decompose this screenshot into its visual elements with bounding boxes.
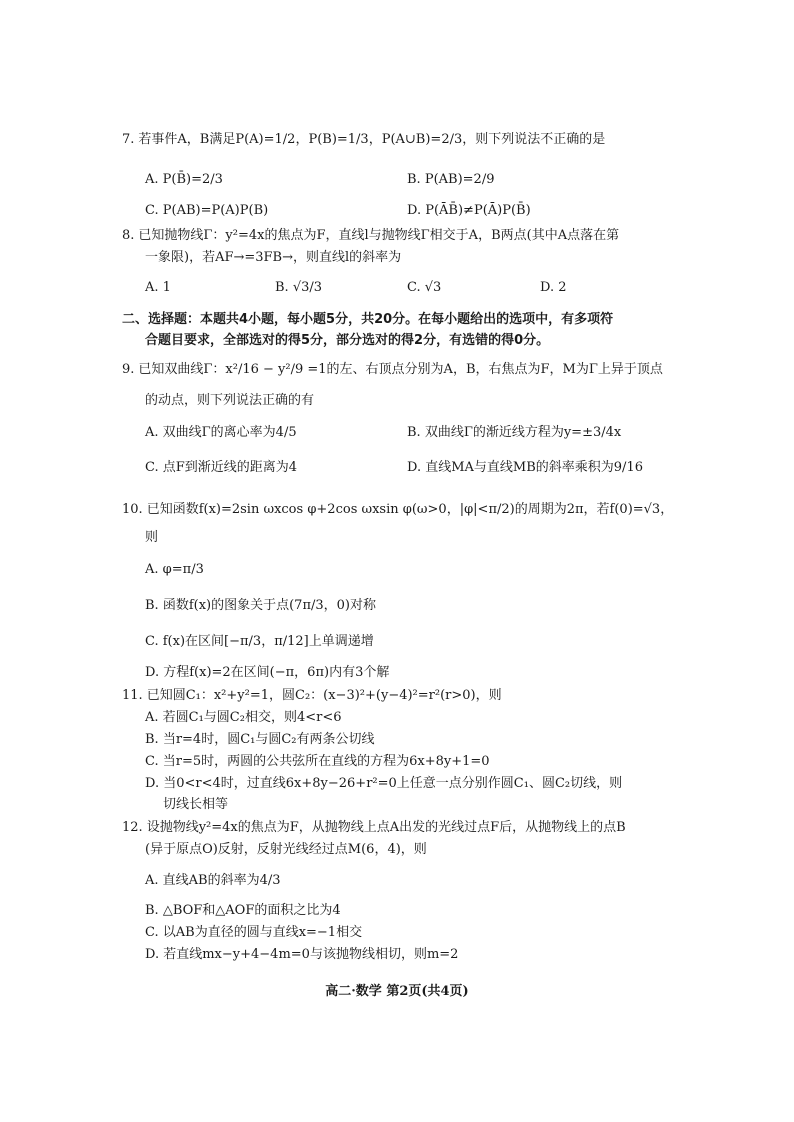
q11-option-d-line-1: D. 当0<r<4时，过直线6x+8y−26+r²=0上任意一点分别作圆C₁、圆C₂切线，则 xyxy=(145,776,623,791)
q8-number: 8. xyxy=(122,228,135,243)
q11-option-b: B. 当r=4时，圆C₁与圆C₂有两条公切线 xyxy=(145,732,375,747)
q9-number: 9. xyxy=(122,362,135,377)
q8-option-c: C. √3 xyxy=(407,280,442,295)
q7-option-d: D. P(ĀB̄)≠P(Ā)P(B̄) xyxy=(407,203,531,218)
q8-option-d: D. 2 xyxy=(540,280,567,295)
q7-stem xyxy=(122,132,605,148)
q8-stem-2: 一象限)，若AF→=3FB→，则直线l的斜率为 xyxy=(145,250,402,265)
q9-option-b: B. 双曲线Γ的渐近线方程为y=±3/4x xyxy=(407,425,622,440)
page-footer: 高二·数学 第2页(共4页) xyxy=(325,984,469,999)
q12-text-1: 设抛物线y²=4x的焦点为F，从抛物线上点A出发的光线过点F后，从抛物线上的点B xyxy=(146,820,626,835)
q8-text-1: 已知抛物线Γ：y²=4x的焦点为F，直线l与抛物线Γ相交于A，B两点(其中A点落在第 xyxy=(138,228,620,243)
q9-option-a: A. 双曲线Γ的离心率为4/5 xyxy=(145,425,297,440)
section-2-header-line-2: 合题目要求，全部选对的得5分，部分选对的得2分，有选错的得0分。 xyxy=(145,333,550,348)
q11-text: 已知圆C₁：x²+y²=1，圆C₂：(x−3)²+(y−4)²=r²(r>0)，则 xyxy=(146,688,502,703)
q8-option-a: A. 1 xyxy=(145,280,171,295)
q10-text-1: 已知函数f(x)=2sin ωxcos φ+2cos ωxsin φ(ω>0，|φ|<π/2)的周期为2π，若f(0)=√3， xyxy=(146,502,674,517)
q7-option-c: C. P(AB)=P(A)P(B) xyxy=(145,203,269,218)
q9-option-d: D. 直线MA与直线MB的斜率乘积为9/16 xyxy=(407,460,643,475)
q9-stem-1 xyxy=(122,362,663,378)
q8-stem-1 xyxy=(122,228,619,244)
q11-number: 11. xyxy=(122,688,143,703)
q10-stem-2: 则 xyxy=(145,530,159,545)
q12-stem-2: (异于原点O)反射，反射光线经过点M(6，4)，则 xyxy=(145,842,427,857)
q7-option-b: B. P(AB)=2/9 xyxy=(407,172,495,187)
q9-stem-2: 的动点，则下列说法正确的有 xyxy=(145,393,315,408)
q9-option-c: C. 点F到渐近线的距离为4 xyxy=(145,460,298,475)
q12-option-b: B. △BOF和△AOF的面积之比为4 xyxy=(145,903,341,918)
q10-stem-1 xyxy=(122,502,673,518)
q12-option-c: C. 以AB为直径的圆与直线x=−1相交 xyxy=(145,925,363,940)
q7-number: 7. xyxy=(122,132,135,147)
q12-option-d: D. 若直线mx−y+4−4m=0与该抛物线相切，则m=2 xyxy=(145,947,459,962)
q10-option-a: A. φ=π/3 xyxy=(145,562,204,577)
q9-text-1: 已知双曲线Γ：x²/16 − y²/9 =1的左、右顶点分别为A，B，右焦点为F，M为Γ上异于顶点 xyxy=(138,362,663,377)
q10-option-d: D. 方程f(x)=2在区间(−π，6π)内有3个解 xyxy=(145,665,390,680)
q8-option-b: B. √3/3 xyxy=(275,280,323,295)
q12-number: 12. xyxy=(122,820,143,835)
q10-option-c: C. f(x)在区间[−π/3，π/12]上单调递增 xyxy=(145,634,374,649)
q10-option-b: B. 函数f(x)的图象关于点(7π/3，0)对称 xyxy=(145,598,376,613)
q11-option-c: C. 当r=5时，两圆的公共弦所在直线的方程为6x+8y+1=0 xyxy=(145,754,490,769)
q11-stem xyxy=(122,688,502,704)
q12-stem-1 xyxy=(122,820,626,836)
q12-option-a: A. 直线AB的斜率为4/3 xyxy=(145,873,281,888)
q10-number: 10. xyxy=(122,502,143,517)
q7-option-a: A. P(B̄)=2/3 xyxy=(145,172,223,187)
section-2-header-line-1: 二、选择题：本题共4小题，每小题5分，共20分。在每小题给出的选项中，有多项符 xyxy=(122,312,614,327)
q11-option-d-line-2: 切线长相等 xyxy=(163,797,229,812)
q7-text: 若事件A，B满足P(A)=1/2，P(B)=1/3，P(A∪B)=2/3，则下列说法不正确的是 xyxy=(138,132,606,147)
q11-option-a: A. 若圆C₁与圆C₂相交，则4<r<6 xyxy=(145,710,342,725)
